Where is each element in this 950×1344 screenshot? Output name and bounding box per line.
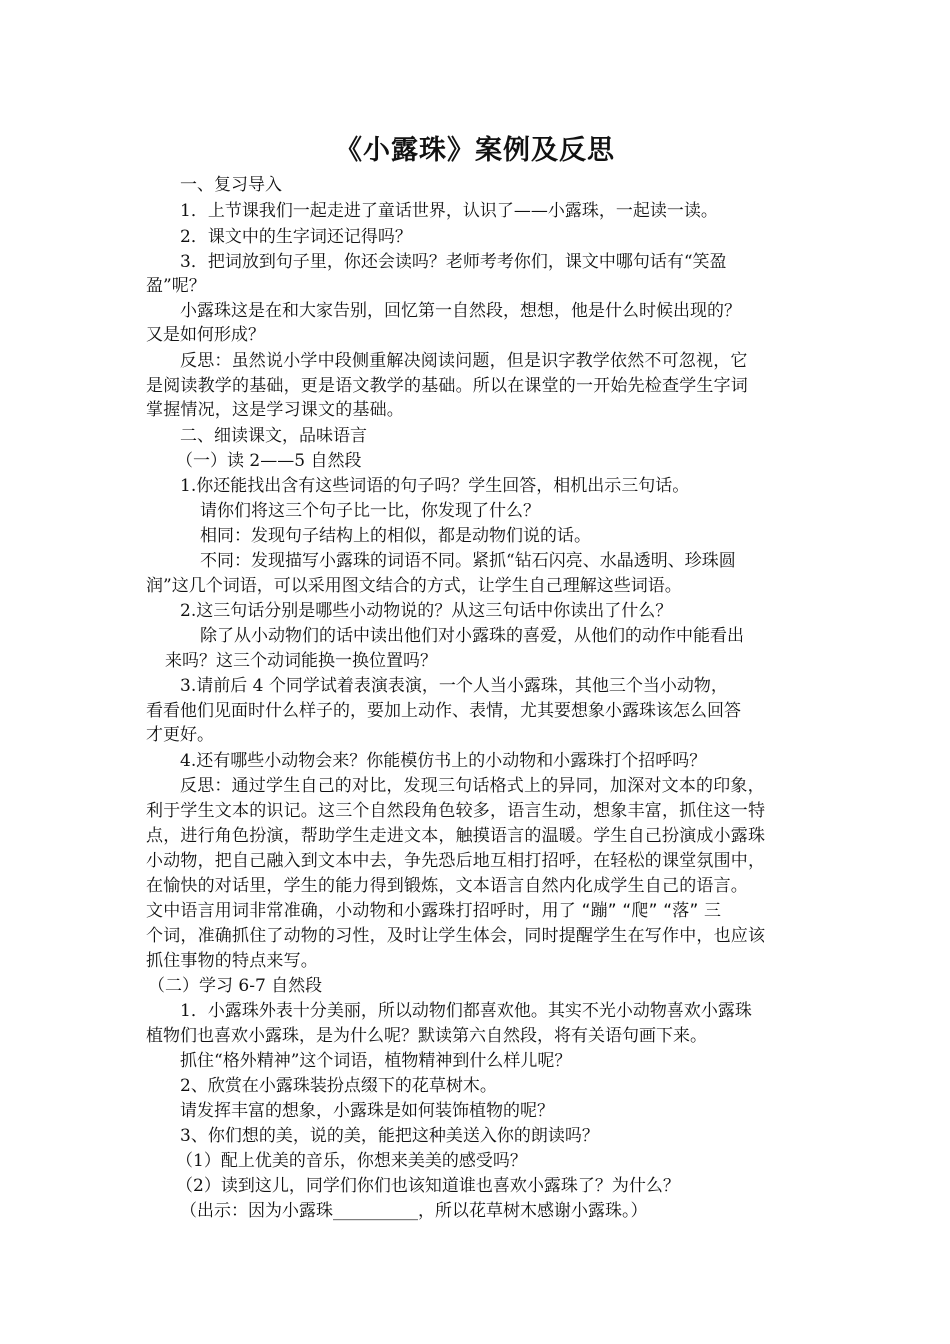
paragraph-line: （出示：因为小露珠__________，所以花草树木感谢小露珠。） (180, 1201, 648, 1221)
paragraph-line: 盈”呢？ (146, 276, 206, 296)
paragraph-line: 2.这三句话分别是哪些小动物说的？从这三句话中你读出了什么？ (180, 601, 673, 621)
reflection-line: 文中语言用词非常准确，小动物和小露珠打招呼时，用了 “蹦” “爬” “落” 三 (146, 901, 722, 921)
paragraph-line: 2．课文中的生字词还记得吗？ (180, 227, 412, 247)
paragraph-line: 1.你还能找出含有这些词语的句子吗？学生回答，相机出示三句话。 (180, 476, 690, 496)
paragraph-line: 看看他们见面时什么样子的，要加上动作、表情，尤其要想象小露珠该怎么回答 (146, 701, 741, 721)
paragraph-line: 相同：发现句子结构上的相似，都是动物们说的话。 (200, 526, 591, 546)
paragraph-line: 3.请前后 4 个同学试着表演表演，一个人当小露珠，其他三个当小动物， (180, 676, 728, 696)
reflection-line: 在愉快的对话里，学生的能力得到锻炼，文本语言自然内化成学生自己的语言。 (146, 876, 748, 896)
reflection-line: 是阅读教学的基础，更是语文教学的基础。所以在课堂的一开始先检查学生字词 (146, 376, 748, 396)
paragraph-line: 除了从小动物们的话中读出他们对小露珠的喜爱，从他们的动作中能看出 (200, 626, 744, 646)
reflection-line: 利于学生文本的识记。这三个自然段角色较多，语言生动，想象丰富，抓住这一特 (146, 801, 766, 821)
paragraph-line: 4.还有哪些小动物会来？你能模仿书上的小动物和小露珠打个招呼吗？ (180, 751, 707, 771)
reflection-line: 抓住事物的特点来写。 (146, 951, 318, 971)
paragraph-line: 2、欣赏在小露珠装扮点缀下的花草树木。 (180, 1076, 497, 1096)
paragraph-line: 植物们也喜欢小露珠，是为什么呢？默读第六自然段，将有关语句画下来。 (146, 1026, 707, 1046)
subheading-section-two: （二）学习 6-7 自然段 (148, 976, 323, 996)
paragraph-line: 又是如何形成？ (146, 325, 265, 345)
reflection-line: 掌握情况，这是学习课文的基础。 (146, 400, 404, 420)
paragraph-line: 3、你们想的美，说的美，能把这种美送入你的朗读吗？ (180, 1126, 599, 1146)
paragraph-line: 润”这几个词语，可以采用图文结合的方式，让学生自己理解这些词语。 (146, 576, 682, 596)
paragraph-line: 请发挥丰富的想象，小露珠是如何装饰植物的呢？ (180, 1101, 554, 1121)
document-title: 《小露珠》案例及反思 (335, 135, 615, 166)
heading-close-reading: 二、细读课文，品味语言 (180, 426, 367, 446)
reflection-line: 反思：虽然说小学中段侧重解决阅读问题，但是识字教学依然不可忽视，它 (180, 351, 748, 371)
paragraph-line: 小露珠这是在和大家告别，回忆第一自然段，想想，他是什么时候出现的？ (180, 301, 741, 321)
paragraph-line: 请你们将这三个句子比一比，你发现了什么？ (200, 501, 540, 521)
paragraph-line: 1．小露珠外表十分美丽，所以动物们都喜欢他。其实不光小动物喜欢小露珠 (180, 1001, 752, 1021)
paragraph-line: 抓住“格外精神”这个词语，植物精神到什么样儿呢？ (180, 1051, 572, 1071)
paragraph-line: 才更好。 (146, 725, 214, 745)
subheading-section-one: （一）读 2——5 自然段 (176, 451, 362, 471)
reflection-line: 点，进行角色扮演，帮助学生走进文本，触摸语言的温暖。学生自己扮演成小露珠 (146, 826, 766, 846)
paragraph-line: （1）配上优美的音乐，你想来美美的感受吗？ (176, 1151, 527, 1171)
paragraph-line: （2）读到这儿，同学们你们也该知道谁也喜欢小露珠了？为什么？ (176, 1176, 680, 1196)
paragraph-line: 1．上节课我们一起走进了童话世界，认识了——小露珠，一起读一读。 (180, 201, 718, 221)
paragraph-line: 来吗？这三个动词能换一换位置吗？ (165, 651, 437, 671)
reflection-line: 反思：通过学生自己的对比，发现三句话格式上的异同，加深对文本的印象， (180, 776, 765, 796)
paragraph-line: 不同：发现描写小露珠的词语不同。紧抓“钻石闪亮、水晶透明、珍珠圆 (200, 551, 736, 571)
paragraph-line: 3．把词放到句子里，你还会读吗？老师考考你们，课文中哪句话有“笑盈 (180, 252, 727, 272)
reflection-line: 个词，准确抓住了动物的习性，及时让学生体会，同时提醒学生在写作中，也应该 (146, 926, 766, 946)
heading-review: 一、复习导入 (180, 175, 282, 195)
reflection-line: 小动物，把自己融入到文本中去，争先恐后地互相打招呼，在轻松的课堂氛围中， (146, 851, 766, 871)
